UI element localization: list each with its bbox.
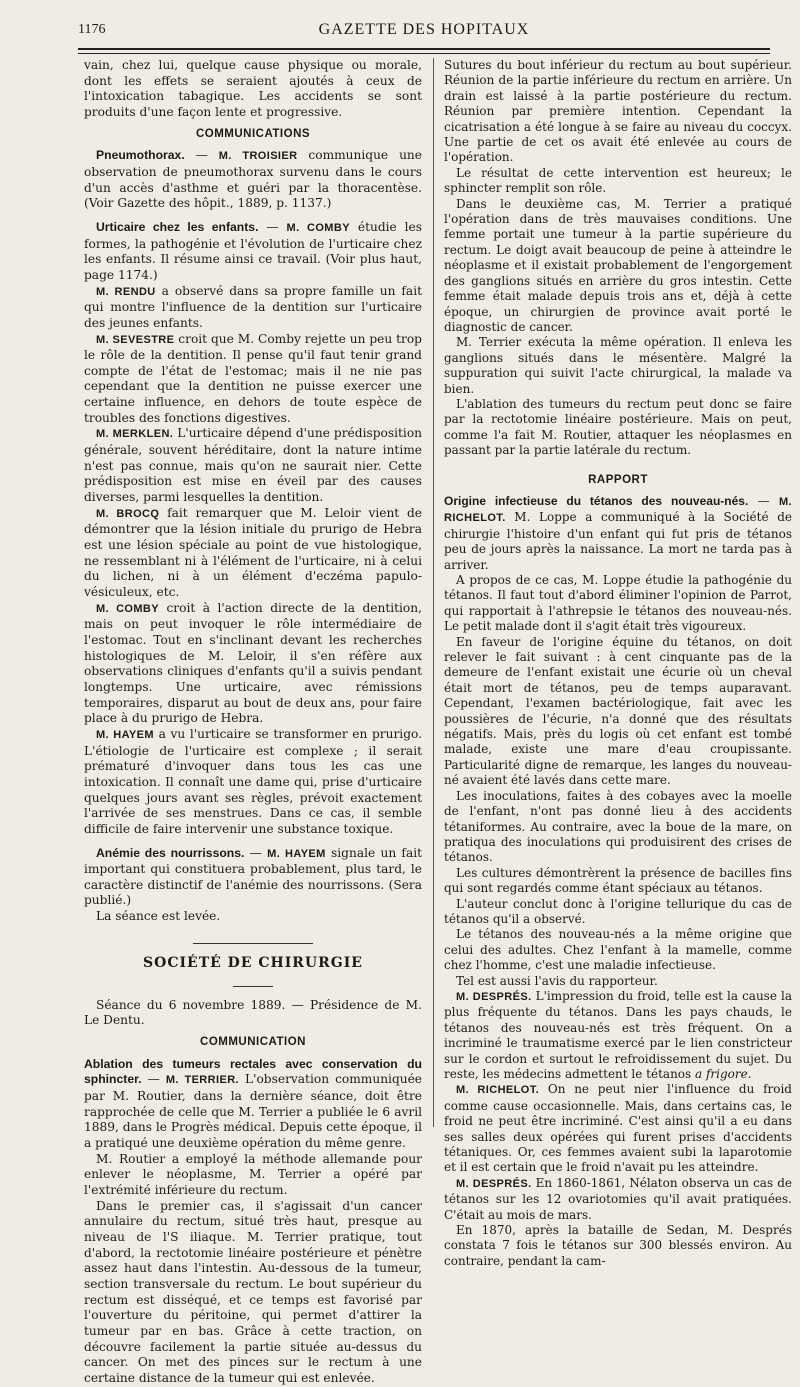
paragraph: Le tétanos des nouveau-nés a la même origine que celui des adultes. Chez l'enfant à la mamelle, comme chez l'homme, c'est une maladie infectieuse.: [444, 927, 792, 973]
italic-text: a frigore.: [695, 1067, 752, 1081]
paragraph: Ablation des tumeurs rectales avec conservation du sphincter. — M. TERRIER. L'observation communiquée par M. Routier, dans la dernière séance, doit être rapprochée de celle que M. Terrier a publiée le 6 avril 1889, dans le Progrès médical. Depuis cette époque, il a pratiqué une deuxième opération du même genre.: [84, 1056, 423, 1150]
section-heading: COMMUNICATIONS: [195, 127, 311, 140]
paragraph: Les inoculations, faites à des cobayes avec la moelle de l'enfant, n'ont pas donné lieu à des accidents tétaniformes. Au contraire, avec la boue de la mare, on pratiqua des inoculations qui produisirent des crises de tétanos.: [444, 788, 792, 865]
author-name: M. TERRIER.: [165, 1074, 239, 1087]
author-name: M. SEVESTRE: [96, 333, 175, 346]
paragraph-text: L'impression du froid, telle est la cause la plus fréquente du tétanos. Dans les pays chauds, le tétanos des nouveau-nés est très fréquent. On a incriminé le traumatisme exercé par le lien constricteur sur le cordon et surtout le refroidissement du sujet. Du reste, les médecins admettent le tétanos: [444, 988, 792, 1081]
paragraph: Tel est aussi l'avis du rapporteur.: [456, 973, 658, 988]
run-in-heading: Anémie des nourrissons.: [96, 845, 245, 860]
page-number: 1176: [78, 22, 106, 37]
run-in-heading: Ablation des tumeurs rectales avec conservation du sphincter.: [84, 1056, 422, 1087]
author-name: M. MERKLEN.: [96, 428, 174, 441]
society-title: SOCIÉTÉ DE CHIRURGIE: [143, 955, 363, 972]
author-name: M. DESPRÉS.: [456, 1177, 532, 1190]
paragraph-text: En 1860-1861, Nélaton observa un cas de tétanos sur les 12 ovariotomies qu'il avait pratiquées. C'était au mois de mars.: [444, 1175, 792, 1222]
session-line: Séance du 6 novembre 1889. — Présidence de M. Le Dentu.: [84, 997, 422, 1028]
short-rule: [84, 976, 422, 992]
paragraph-text: On ne peut nier l'influence du froid comme cause occasionnelle. Mais, dans certains cas, le froid ne peut être incriminé. C'est ainsi qu'il a eu dans ses salles deux opérées qui furent prises d'accidents tétaniques. Or, ces femmes avaient subi la laparotomie et il est certain que le froid n'avait pu les atteindre.: [444, 1082, 792, 1175]
paragraph: M. Routier a employé la méthode allemande pour enlever le néoplasme, M. Terrier a opéré par l'extrémité inférieure du rectum.: [84, 1151, 422, 1197]
paragraph: vain, chez lui, quelque cause physique ou morale, dont les effets se seraient ajoutés à ceux de l'intoxication tabagique. Les accidents se sont produits d'une façon lente et progressive.: [84, 58, 422, 119]
paragraph: Anémie des nourrissons. — M. HAYEM signale un fait important qui constituera probablement, plus tard, le caractère distinctif de l'anémie des nourrissons. (Sera publié.): [84, 845, 423, 908]
run-in-heading: Urticaire chez les enfants.: [96, 219, 259, 234]
paragraph: [84, 426, 422, 505]
paragraph: [84, 601, 422, 727]
paragraph-text: communique une observation de pneumothorax survenu dans le cours d'un accès d'asthme et guéri par la thoracentèse. (Voir Gazette des hôpit., 1889, p. 1137.): [84, 148, 422, 211]
paragraph: Pneumothorax. — M. TROISIER communique une observation de pneumothorax survenu dans le cours d'un accès d'asthme et guéri par la thoracentèse. (Voir Gazette des hôpit., 1889, p. 1137.): [84, 148, 422, 211]
author-name: M. BROCQ: [96, 507, 160, 520]
journal-title: GAZETTE DES HOPITAUX: [318, 21, 530, 38]
paragraph: La séance est levée.: [96, 909, 221, 924]
author-name: M. DESPRÉS.: [456, 990, 532, 1003]
author-name: M. RICHELOT.: [444, 495, 792, 525]
left-column: [84, 58, 422, 1387]
paragraph: [84, 727, 422, 838]
run-in-heading: Pneumothorax.: [96, 148, 185, 163]
author-name: M. RENDU: [96, 285, 156, 298]
author-name: M. HAYEM: [96, 728, 154, 741]
author-name: M. COMBY: [96, 602, 160, 615]
paragraph: Origine infectieuse du tétanos des nouveau-nés. — M. RICHELOT. M. Loppe a communiqué à la Société de chirurgie l'histoire d'un enfant qui fut pris de tétanos peu de jours après la naissance. La mort ne tarda pas à arriver.: [444, 493, 792, 572]
right-column: [444, 58, 792, 1269]
paragraph: Urticaire chez les enfants. — M. COMBY étudie les formes, la pathogénie et l'évolution de l'urticaire chez les enfants. Il résume ainsi ce travail. (Voir plus haut, page 1174.): [84, 219, 423, 282]
paragraph-text: signale un fait important qui constituera probablement, plus tard, le caractère distinctif de l'anémie des nourrissons. (Sera publié.): [84, 845, 423, 908]
section-heading: COMMUNICATION: [200, 1036, 306, 1049]
paragraph: Dans le premier cas, il s'agissait d'un cancer annulaire du rectum, situé très haut, presque au niveau de l'S iliaque. M. Terrier pratique, tout d'abord, la rectotomie linéaire postérieure et pénètre assez haut dans l'intestin. Au-dessous de la tumeur, section transversale du rectum. Le bout supérieur du rectum est disséqué, et ce temps est favorisé par l'ouverture du péritoine, qui permet d'attirer la tumeur par en bas. Grâce à cette traction, on découvre facilement la partie située au-dessus du cancer. On met des pinces sur le rectum à une certaine distance de la tumeur qui est enlevée.: [84, 1198, 422, 1385]
author-name: M. TROISIER: [218, 150, 298, 163]
paragraph: Le résultat de cette intervention est heureux; le sphincter remplit son rôle.: [444, 165, 792, 196]
author-name: M. HAYEM: [267, 847, 326, 860]
paragraph-text: a observé dans sa propre famille un fait qui montre l'influence de la dentition sur l'urticaire des jeunes enfants.: [84, 283, 422, 330]
paragraph: L'auteur conclut donc à l'origine tellurique du cas de tétanos qu'il a observé.: [444, 896, 792, 926]
page-header: [78, 20, 770, 46]
paragraph: [444, 989, 792, 1082]
paragraph-text: a vu l'urticaire se transformer en prurigo. L'étiologie de l'urticaire est complexe ; il serait prématuré d'invoquer dans tous les cas une intoxication. Il connaît une dame qui, prise d'urticaire quelques jours avant ses règles, prévoit exactement l'arrivée de ses menstrues. Dans ce cas, il semble difficile de faire intervenir une substance toxique.: [84, 726, 423, 836]
column-divider: [433, 58, 434, 1127]
author-name: M. RICHELOT.: [456, 1084, 540, 1097]
paragraph-text: croit que M. Comby rejette un peu trop le rôle de la dentition. Il pense qu'il faut tenir grand compte de l'état de l'estomac; mais il ne nie pas cependant que la dentition ne puisse exercer une certaine influence, en dehors de toute espèce de troubles des fonctions digestives.: [84, 331, 422, 425]
paragraph: En faveur de l'origine équine du tétanos, on doit relever le fait suivant : à cent cinquante pas de la demeure de l'enfant existait une écurie où un cheval était mort de tétanos, peu de temps auparavant. Cependant, l'examen bactériologique, fait avec les poussières de l'écurie, n'a donné que des résultats négatifs. Mais, près du logis où cet enfant est tombé malade, existe une mare d'eau croupissante. Particularité digne de remarque, les langes du nouveau-né avaient été lavés dans cette mare.: [444, 634, 792, 788]
paragraph: Sutures du bout inférieur du rectum au bout supérieur. Réunion de la partie inférieure du rectum en arrière. Un drain est laissé à la partie postérieure du rectum. Réunion par première intention. Cependant la cicatrisation a été longue à se faire au niveau du coccyx. Une partie de cet os avait été enlevée au cours de l'opération.: [444, 58, 792, 165]
paragraph: Dans le deuxième cas, M. Terrier a pratiqué l'opération dans de très mauvaises conditions. Une femme portait une tumeur à la partie supérieure du rectum. Le doigt avait beaucoup de peine à atteindre le néoplasme et il existait probablement de l'engorgement des ganglions situés en arrière du gros intestin. Cette femme était malade depuis trois ans et, déjà à cette époque, un chirurgien de province avait porté le diagnostic de cancer.: [444, 196, 792, 334]
header-rule-thin: [78, 53, 770, 54]
paragraph: M. Terrier exécuta la même opération. Il enleva les ganglions situés dans le mésentère. Malgré la suppuration qui suivit l'acte chirurgical, la malade va bien.: [444, 335, 792, 396]
paragraph: En 1870, après la bataille de Sedan, M. Després constata 7 fois le tétanos sur 300 blessés environ. Au contraire, pendant la cam-: [444, 1223, 792, 1268]
section-separator: [84, 933, 422, 949]
header-rule: [78, 48, 770, 50]
paragraph-text: étudie les formes, la pathogénie et l'évolution de l'urticaire chez les enfants. Il résume ainsi ce travail. (Voir plus haut, page 1174.): [84, 219, 423, 282]
paragraph-text: croit à l'action directe de la dentition, mais on peut invoquer le rôle intermédiaire de l'estomac. Tout en s'inclinant devant les recherches histologiques de M. Leloir, il s'en réfère aux observations cliniques d'enfants qu'il a suivis pendant longtemps. Une urticaire, avec rémissions temporaires, disparut au bout de deux ans, pour faire place à du prurigo de Hebra.: [84, 600, 422, 726]
paragraph: A propos de ce cas, M. Loppe étudie la pathogénie du tétanos. Il faut tout d'abord éliminer l'opinion de Parrot, qui rapportait à l'athrepsie le tétanos des nouveau-nés. Le petit malade dont il s'agit était très vigoureux.: [444, 573, 792, 634]
run-in-heading: Origine infectieuse du tétanos des nouveau-nés.: [444, 493, 749, 508]
paragraph-text: M. Loppe a communiqué à la Société de chirurgie l'histoire d'un enfant qui fut pris de tétanos peu de jours après la naissance. La mort ne tarda pas à arriver.: [444, 510, 792, 572]
author-name: M. COMBY: [286, 221, 350, 234]
paragraph: [84, 506, 422, 601]
paragraph: [444, 1082, 792, 1175]
section-heading: RAPPORT: [588, 473, 648, 486]
paragraph: [84, 284, 422, 332]
paragraph: [444, 1176, 792, 1223]
paragraph-text: L'observation communiquée par M. Routier, dans la dernière séance, doit être rapprochée de celle que M. Terrier a publiée le 6 avril 1889, dans le Progrès médical. Depuis cette époque, il a pratiqué une deuxième opération du même genre.: [84, 1072, 423, 1150]
paragraph-text: L'urticaire dépend d'une prédisposition générale, souvent héréditaire, dont la nature intime n'est pas connue, mais qu'on ne saurait nier. Cette prédisposition est mise en éveil par des causes diverses, parmi lesquelles la dentition.: [84, 426, 422, 505]
paragraph-text: fait remarquer que M. Leloir vient de démontrer que la lésion initiale du prurigo de Hebra est une lésion spéciale au point de vue histologique, ne ressemblant ni à l'élément de l'urticaire, ni à celui du lichen, ni à un élément d'eczéma papulo-vésiculeux, etc.: [84, 505, 423, 599]
paragraph: Les cultures démontrèrent la présence de bacilles fins qui sont regardés comme étant spéciaux au tétanos.: [444, 865, 792, 896]
paragraph: [84, 332, 422, 427]
paragraph: L'ablation des tumeurs du rectum peut donc se faire par la rectotomie linéaire postérieure. Mais on peut, comme l'a fait M. Routier, attaquer les néoplasmes en passant par la partie latérale du rectum.: [444, 396, 792, 458]
